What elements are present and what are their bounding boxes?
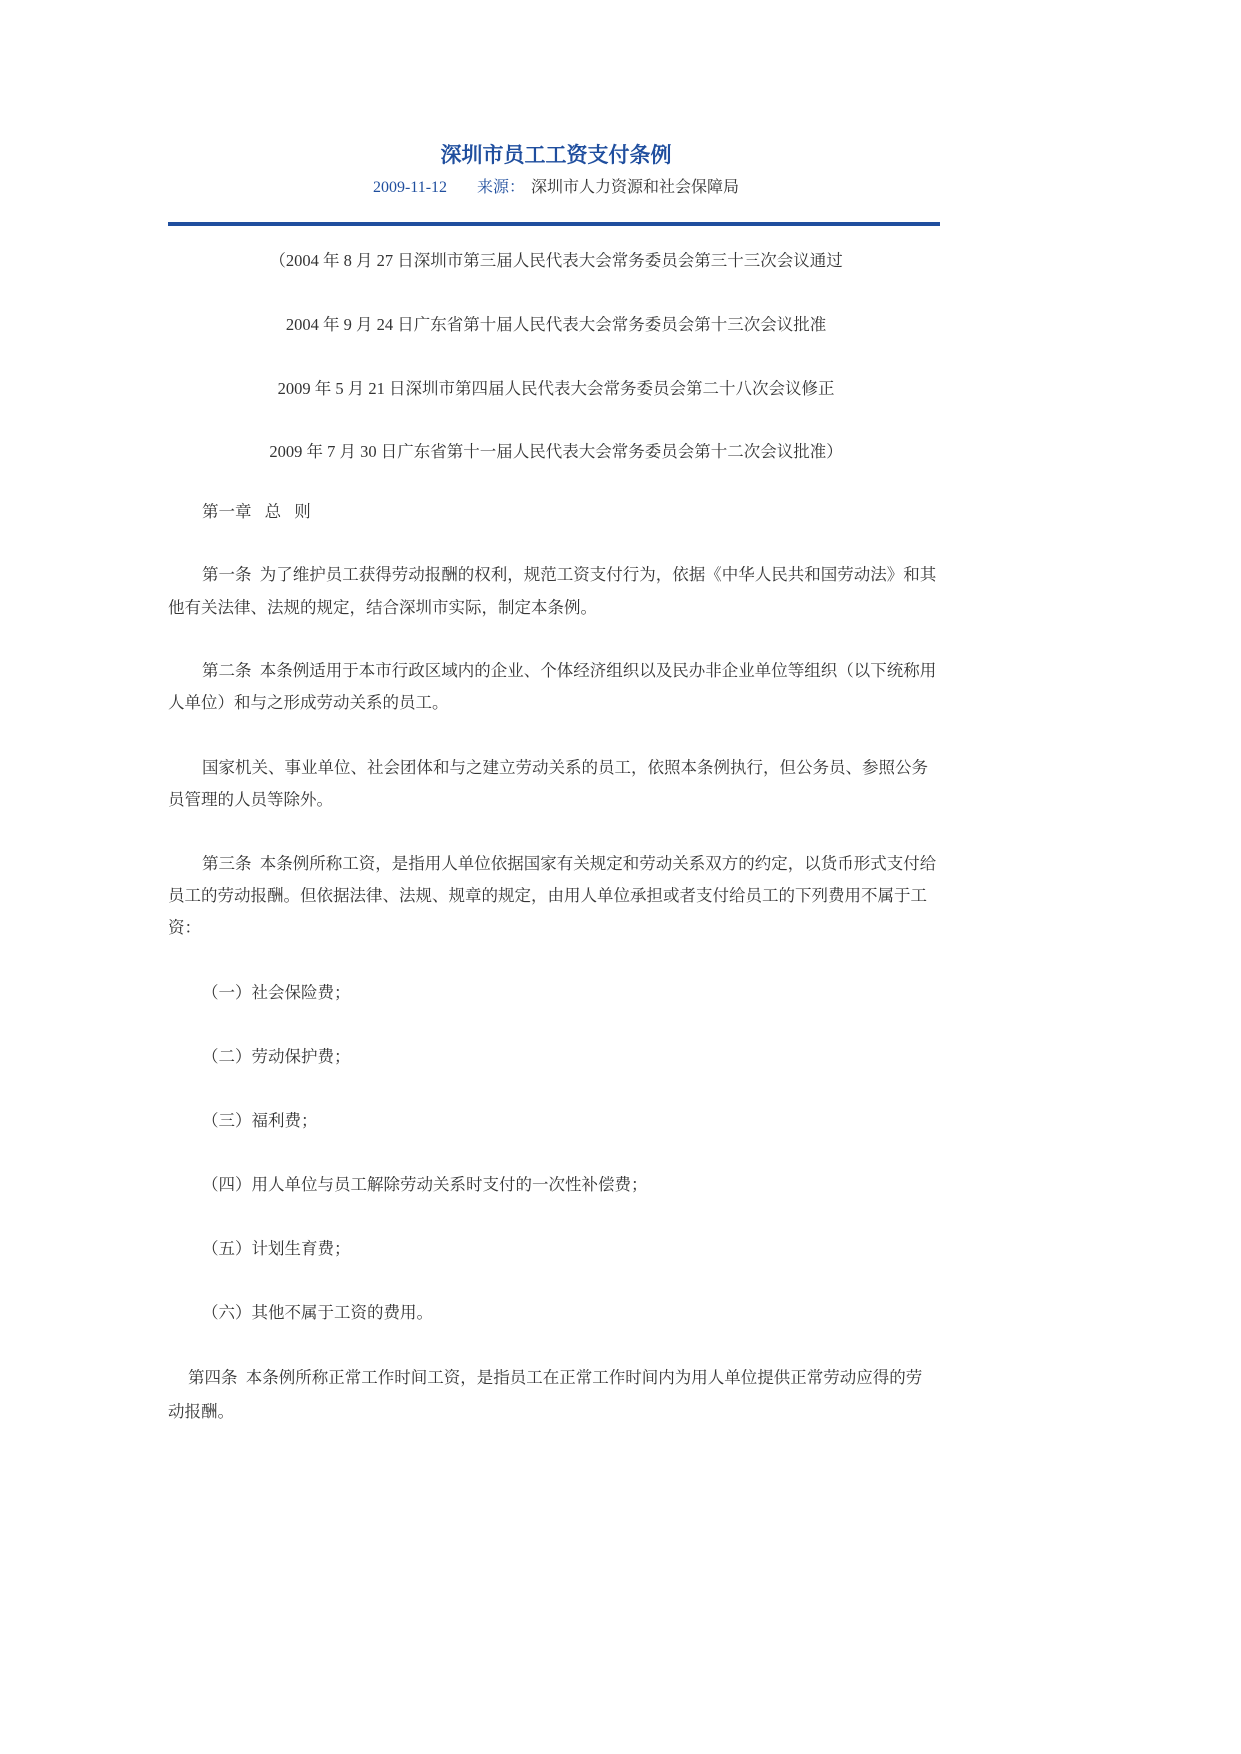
- article-3-line-2: 员工的劳动报酬。但依据法律、法规、规章的规定，由用人单位承担或者支付给员工的下列费用不属于工: [168, 886, 927, 905]
- article-2-para-2-line-2: 员管理的人员等除外。: [168, 790, 333, 809]
- article-3-item-1: （一）社会保险费；: [202, 983, 351, 1002]
- document-meta: [168, 176, 944, 200]
- header-divider: [168, 222, 940, 226]
- article-2-line-2: 人单位）和与之形成劳动关系的员工。: [168, 693, 449, 712]
- article-3-item-4: （四）用人单位与员工解除劳动关系时支付的一次性补偿费；: [202, 1175, 648, 1194]
- article-1-line-2: 他有关法律、法规的规定，结合深圳市实际，制定本条例。: [168, 598, 597, 617]
- article-3-item-6: （六）其他不属于工资的费用。: [202, 1303, 433, 1322]
- source-name: 深圳市人力资源和社会保障局: [531, 179, 740, 196]
- preamble-line-4: 2009 年 7 月 30 日广东省第十一届人民代表大会常务委员会第十二次会议批准）: [269, 442, 843, 461]
- article-3-item-2: （二）劳动保护费；: [202, 1047, 351, 1066]
- article-3-item-5: （五）计划生育费；: [202, 1239, 351, 1258]
- publish-date: 2009-11-12: [372, 179, 448, 196]
- article-3-line-3: 资：: [168, 918, 201, 937]
- source-label: 来源：: [477, 179, 526, 196]
- chapter-heading: 第一章 总 则: [202, 502, 311, 521]
- article-4-line-1: 第四条 本条例所称正常工作时间工资，是指员工在正常工作时间内为用人单位提供正常劳动应得的劳: [188, 1368, 923, 1387]
- preamble-line-2: 2004 年 9 月 24 日广东省第十届人民代表大会常务委员会第十三次会议批准: [285, 315, 827, 334]
- preamble-line-3: 2009 年 5 月 21 日深圳市第四届人民代表大会常务委员会第二十八次会议修正: [277, 379, 835, 398]
- article-2-para-2-line-1: 国家机关、事业单位、社会团体和与之建立劳动关系的员工，依照本条例执行，但公务员、参照公务: [202, 758, 928, 777]
- preamble-line-1: （2004 年 8 月 27 日深圳市第三届人民代表大会常务委员会第三十三次会议通过: [269, 251, 843, 270]
- article-3-line-1: 第三条 本条例所称工资，是指用人单位依据国家有关规定和劳动关系双方的约定，以货币形式支付给: [202, 854, 937, 873]
- document-title: 深圳市员工工资支付条例: [440, 143, 672, 167]
- article-4-line-2: 动报酬。: [168, 1402, 234, 1421]
- article-1-line-1: 第一条 为了维护员工获得劳动报酬的权利，规范工资支付行为，依据《中华人民共和国劳动法》和其: [202, 565, 937, 584]
- article-2-line-1: 第二条 本条例适用于本市行政区域内的企业、个体经济组织以及民办非企业单位等组织（以下统称用: [202, 661, 937, 680]
- article-3-item-3: （三）福利费；: [202, 1111, 318, 1130]
